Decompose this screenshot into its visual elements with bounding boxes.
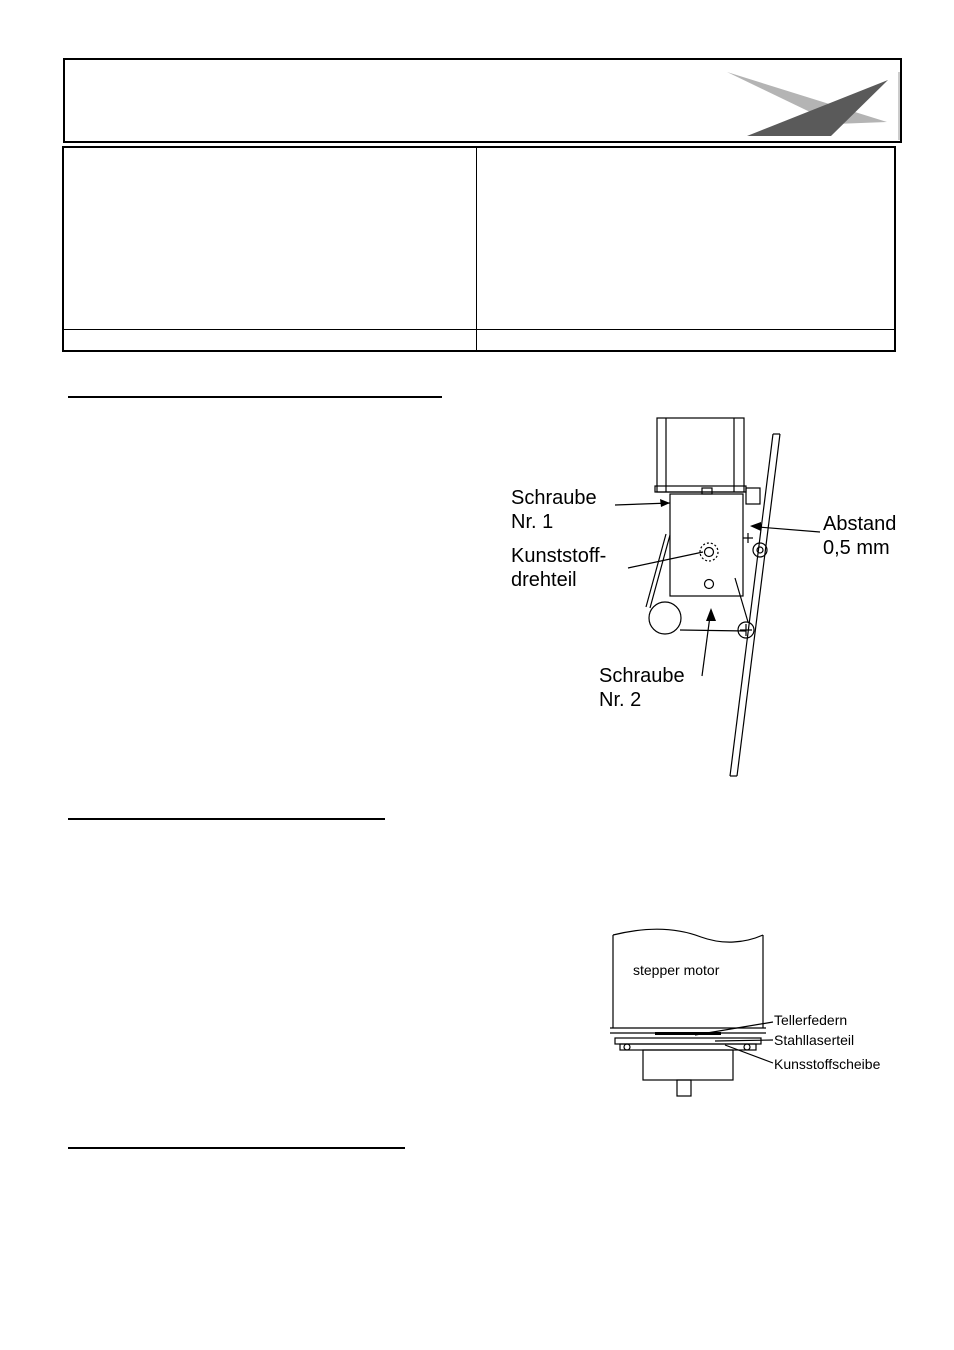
section-3-heading-rule — [68, 1147, 405, 1149]
document-header — [63, 58, 902, 143]
section-2-heading-rule — [68, 818, 385, 820]
figure-2-drawing — [605, 925, 775, 1105]
label-distance-line-1: Abstand — [823, 513, 897, 535]
info-table — [62, 146, 896, 352]
label-steel-laser-part: Stahllaserteil — [774, 1032, 855, 1048]
label-stepper-motor: stepper motor — [633, 962, 720, 978]
info-table-column-divider — [476, 148, 477, 350]
info-table-row-divider — [64, 329, 894, 330]
label-screw-2-line-1: Schraube — [599, 665, 685, 687]
company-logo — [715, 60, 905, 145]
figure-1-drawing — [480, 410, 940, 790]
label-plastic-disc: Kunsstoffscheibe — [774, 1056, 881, 1072]
label-plastic-part-line-2: drehteil — [511, 569, 577, 591]
section-1-heading-rule — [68, 396, 442, 398]
label-screw-1-line-2: Nr. 1 — [511, 511, 554, 533]
label-disc-springs: Tellerfedern — [774, 1012, 848, 1028]
label-distance-line-2: 0,5 mm — [823, 537, 890, 559]
label-screw-1-line-1: Schraube — [511, 487, 597, 509]
label-screw-2-line-2: Nr. 2 — [599, 689, 642, 711]
label-plastic-part-line-1: Kunststoff- — [511, 545, 607, 567]
